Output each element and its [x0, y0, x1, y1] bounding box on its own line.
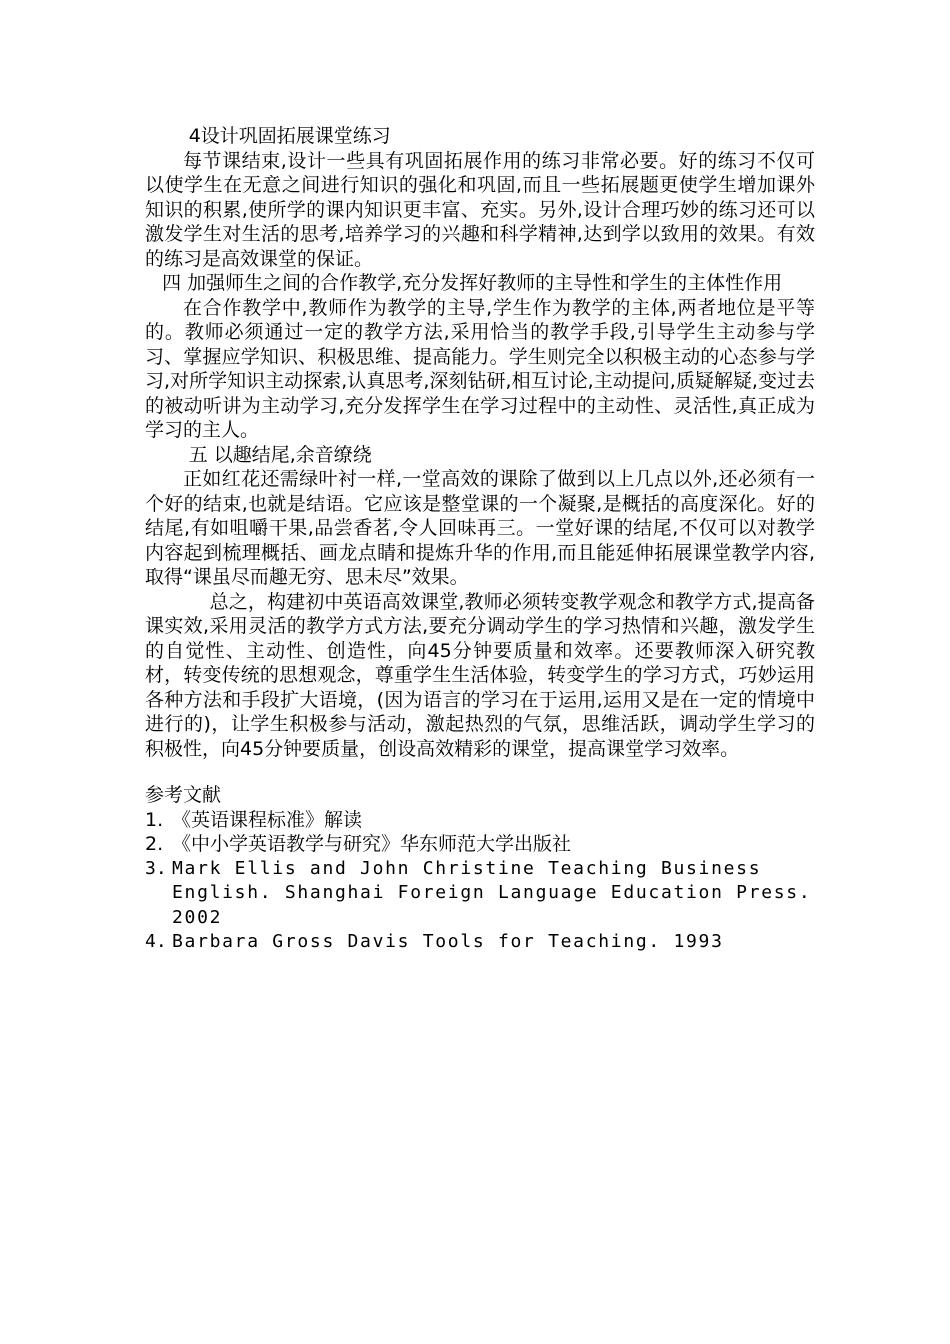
reference-text: Mark Ellis and John Christine Teaching Business English. Shanghai Foreign Language Education Press. 2002 [172, 857, 812, 928]
reference-item [145, 930, 815, 955]
reference-number: 3. [145, 857, 167, 879]
reference-item [145, 857, 815, 931]
section-five-heading: 五 以趣结尾,余音缭绕 [188, 443, 372, 466]
reference-text: 《中小学英语教学与研究》华东师范大学出版社 [172, 833, 572, 855]
reference-text: 《英语课程标准》解读 [172, 808, 363, 831]
section-four-heading: 四 加强师生之间的合作教学,充分发挥好教师的主导性和学生的主体性作用 [162, 272, 783, 294]
reference-number: 4. [145, 931, 167, 952]
references [145, 783, 815, 955]
document-page [145, 124, 815, 955]
reference-text: Barbara Gross Davis Tools for Teaching. 1993 [172, 931, 724, 952]
section-4-heading: 4设计巩固拓展课堂练习 [188, 125, 391, 147]
reference-number: 2. [145, 833, 164, 855]
reference-item [145, 808, 815, 833]
section-4-paragraph: 每节课结束,设计一些具有巩固拓展作用的练习非常必要。好的练习不仅可以使学生在无意之间进行知识的强化和巩固,而且一些拓展题更使学生增加课外知识的积累,使所学的课内知识更丰富、充实。另外,设计合理巧妙的练习还可以激发学生对生活的思考,培养学习的兴趣和科学精神,达到学以致用的效果。有效的练习是高效课堂的保证。 [145, 149, 815, 270]
spacer [145, 761, 815, 783]
reference-number: 1. [145, 808, 164, 831]
section-five-paragraph: 正如红花还需绿叶衬一样,一堂高效的课除了做到以上几点以外,还必须有一个好的结束,也就是结语。它应该是整堂课的一个凝聚,是概括的高度深化。好的结尾,有如咀嚼干果,品尝香茗,令人回味再三。一堂好课的结尾,不仅可以对教学内容起到梳理概括、画龙点睛和提炼升华的作用,而且能延伸拓展课堂教学内容,取得“课虽尽而趣无穷、思未尽”效果。 [145, 468, 815, 588]
references-heading: 参考文献 [145, 784, 222, 806]
summary-paragraph: 总之，构建初中英语高效课堂,教师必须转变教学观念和教学方式,提高备课实效,采用灵活的教学方式方法,要充分调动学生的学习热情和兴趣，激发学生的自觉性、主动性、创造性，向45分钟要质量和效率。还要教师深入研究教材，转变传统的思想观念，尊重学生生活体验，转变学生的学习方式，巧妙运用各种方法和手段扩大语境，(因为语言的学习在于运用,运用又是在一定的情境中进行的)，让学生积极参与活动，激起热烈的气氛，思维活跃，调动学生学习的积极性，向45分钟要质量，创设高效精彩的课堂，提高课堂学习效率。 [145, 590, 815, 760]
reference-item [145, 832, 815, 857]
section-four-paragraph: 在合作教学中,教师作为教学的主导,学生作为教学的主体,两者地位是平等的。教师必须通过一定的教学方法,采用恰当的教学手段,引导学生主动参与学习、掌握应学知识、积极思维、提高能力。学生则完全以积极主动的心态参与学习,对所学知识主动探索,认真思考,深刻钻研,相互讨论,主动提问,质疑解疑,变过去的被动听讲为主动学习,充分发挥学生在学习过程中的主动性、灵活性,真正成为学习的主人。 [145, 296, 815, 441]
